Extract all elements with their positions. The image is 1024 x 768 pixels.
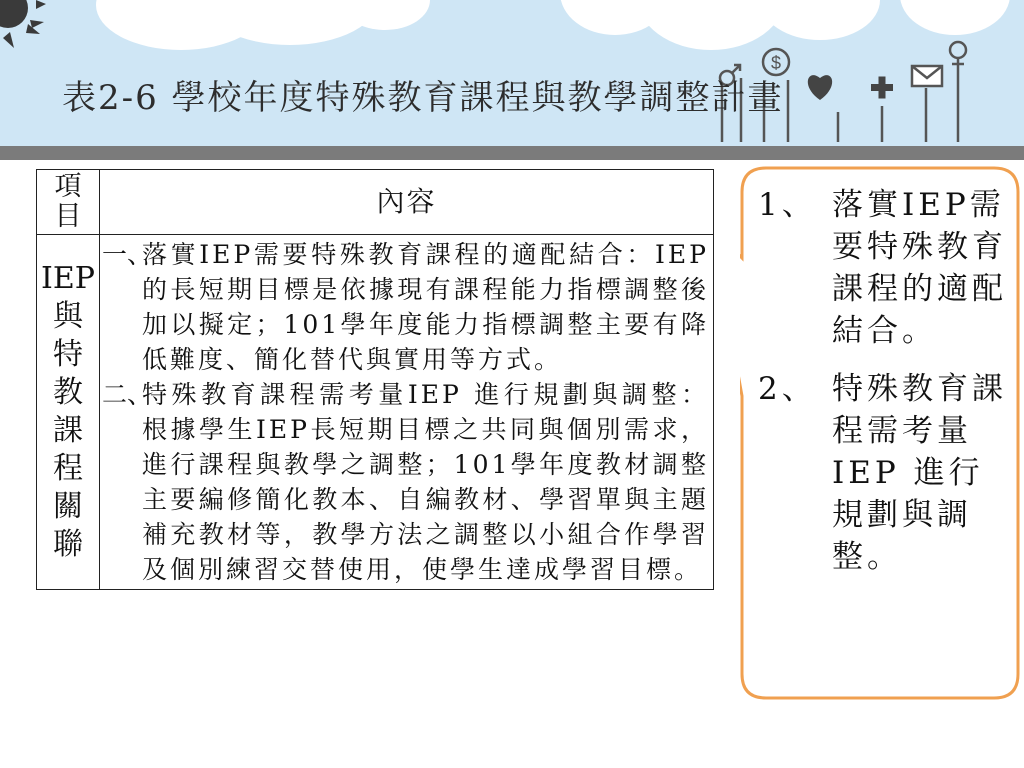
callout-text [752,184,1007,594]
row-label-line: IEP [41,261,95,296]
row-label-line: 程 [53,451,83,486]
content-paragraph [102,237,709,377]
header-content-cell [100,170,714,235]
row-label-line: 關 [53,489,83,524]
header-divider [0,146,1024,160]
row-label-line: 課 [53,413,83,448]
plus-icon [871,77,893,99]
callout-item [752,184,1007,352]
callout-item-number: 2、 [758,371,817,407]
paragraph-number: 一、 [102,240,153,269]
table-row [37,235,714,590]
svg-text:$: $ [770,53,782,73]
heart-icon [808,75,832,100]
callout-item-number: 1、 [758,187,817,223]
content-paragraph [102,377,709,587]
page-title: 表2-6 學校年度特殊教育課程與教學調整計畫 [62,78,784,118]
table-header-row [37,170,714,235]
row-label-line: 教 [53,375,83,410]
row-label-line: 聯 [53,527,83,562]
content-cell [100,235,714,590]
header-item-cell [37,170,100,235]
header-item-label: 項目 [54,171,82,232]
row-label-line: 特 [53,337,83,372]
paragraph-number: 二、 [102,380,153,409]
mail-icon [912,66,942,86]
paragraph-text: 落實IEP需要特殊教育課程的適配結合：IEP的長短期目標是依據現有課程能力指標調整後加以擬定；101學年度能力指標調整主要有降低難度、簡化替代與實用等方式。 [142,240,709,374]
callout-item-text: 落實IEP需要特殊教育課程的適配結合。 [832,187,1007,349]
callout-item [752,368,1007,578]
paragraph-text: 特殊教育課程需考量IEP 進行規劃與調整：根據學生IEP長短期目標之共同與個別需求，進行課程與教學之調整；101學年度教材調整主要編修簡化教本、自編教材、學習單與主題補充教材等，教學方法之調整以小組合作學習及個別練習交替使用，使學生達成學習目標。 [142,380,709,584]
plan-table [36,169,714,590]
header-banner [0,0,1024,146]
row-label-cell [37,235,100,590]
female-symbol-icon [950,42,966,70]
row-label-line: 與 [53,299,83,334]
header-content-label: 內容 [376,185,437,218]
callout-item-text: 特殊教育課程需考量IEP 進行規劃與調整。 [832,371,1007,575]
sun-icon [0,0,46,48]
